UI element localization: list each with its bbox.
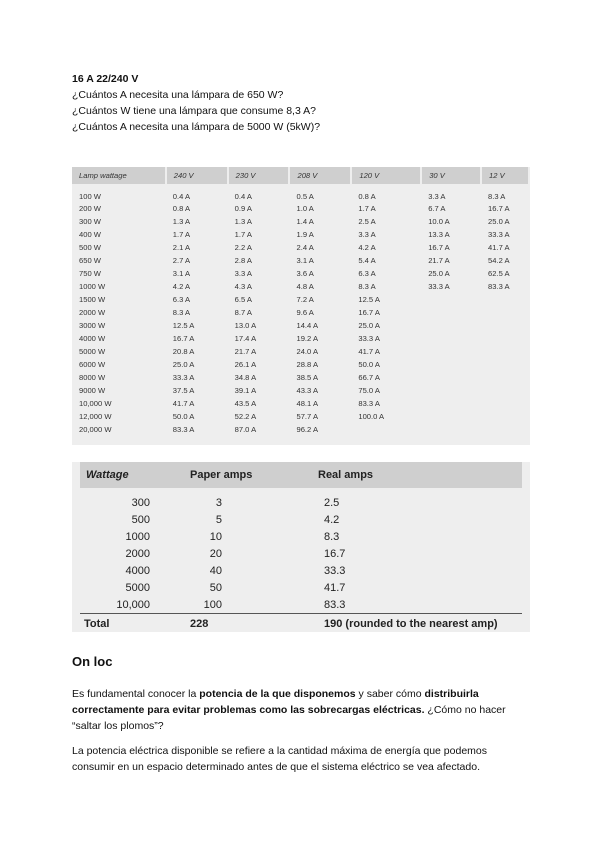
t1-table-cell: 96.2 A: [296, 425, 319, 434]
t1-table-cell: 83.3 A: [488, 282, 510, 291]
t1-table-cell: 33.3 A: [488, 230, 510, 239]
t1-table-cell: 20.8 A: [172, 347, 195, 356]
t1-table-cell: 2.7 A: [172, 256, 191, 265]
t1-table-cell: 25.0 A: [172, 360, 195, 369]
t1-table-cell: 1000 W: [79, 282, 106, 291]
t1-table-cell: [481, 410, 529, 423]
t1-table-cell: 1500 W: [79, 295, 106, 304]
t1-table-cell: 6.3 A: [172, 295, 191, 304]
header-title: 16 A 22/240 V: [72, 73, 139, 85]
t2-table-cell: 3: [215, 496, 222, 509]
t1-table-cell: 0.4 A: [234, 191, 252, 201]
t1-table-cell: 25.0 A: [488, 217, 510, 226]
t1-table-cell: 0.8 A: [358, 191, 376, 201]
t1-table-cell: 20,000 W: [79, 425, 112, 434]
t1-table-cell: [481, 371, 529, 384]
t1-table-cell: 16.7 A: [488, 204, 510, 213]
t1-table-cell: 2000 W: [79, 308, 106, 317]
t1-table-cell: [421, 410, 481, 423]
t2-table-cell: 2000: [125, 547, 150, 560]
t1-table-cell: [421, 423, 481, 436]
t1-table-cell: 41.7 A: [488, 243, 510, 252]
t2-table-cell: 2.5: [324, 496, 340, 509]
t1-table-row: [72, 254, 529, 267]
t1-table-cell: 62.5 A: [488, 269, 510, 278]
t1-table-cell: 1.7 A: [234, 230, 252, 239]
t1-table-cell: 57.7 A: [296, 412, 319, 421]
t2-table-row: [80, 596, 522, 614]
question-3: ¿Cuántos A necesita una lámpara de 5000 W (5kW)?: [72, 121, 321, 133]
t1-table-cell: 13.0 A: [234, 321, 257, 330]
t1-table-cell: 2.1 A: [172, 243, 191, 252]
t1-table-cell: 4.8 A: [296, 282, 314, 291]
question-1: ¿Cuántos A necesita una lámpara de 650 W?: [72, 89, 284, 101]
t1-table-cell: 2.5 A: [358, 217, 376, 226]
t1-table-cell: 1.4 A: [296, 217, 314, 226]
t2-header-wattage: Wattage: [80, 462, 190, 488]
t1-table-cell: 33.3 A: [172, 373, 195, 382]
t1-table-row: [72, 410, 529, 423]
t1-table-cell: 4.2 A: [358, 243, 376, 252]
t1-table-cell: 300 W: [79, 217, 101, 226]
t1-table-cell: [421, 384, 481, 397]
t2-table-cell: 5000: [125, 581, 150, 594]
t1-table-cell: 3000 W: [79, 321, 106, 330]
t1-table-cell: [481, 397, 529, 410]
p1-text-c: y saber cómo: [355, 688, 425, 700]
t1-table-cell: 75.0 A: [358, 386, 380, 395]
t1-table-cell: 37.5 A: [172, 386, 195, 395]
t1-table-cell: 16.7 A: [172, 334, 195, 343]
t1-table-cell: 16.7 A: [358, 308, 380, 317]
t1-table-cell: 9.6 A: [296, 308, 314, 317]
t1-table-cell: 1.3 A: [172, 217, 191, 226]
t1-table-cell: 41.7 A: [172, 399, 195, 408]
t1-table-cell: 500 W: [79, 243, 101, 252]
t1-table-cell: 38.5 A: [296, 373, 319, 382]
t1-table-row: [72, 371, 529, 384]
t1-table-cell: 34.8 A: [234, 373, 257, 382]
t1-table-row: [72, 293, 529, 306]
t1-table-cell: [421, 319, 481, 332]
t1-table-cell: 4000 W: [79, 334, 106, 343]
p1-bold-d: distribuirla correctamente para evitar problemas como las sobrecargas eléctricas.: [72, 688, 479, 716]
header-block: [72, 71, 320, 135]
t2-table-cell: 4.2: [324, 513, 340, 526]
paper-vs-real-amps-table: [72, 462, 530, 632]
t1-table-cell: 200 W: [79, 204, 101, 213]
t1-table-cell: 16.7 A: [428, 243, 450, 252]
t1-table-cell: 2.4 A: [296, 243, 314, 252]
t1-table-cell: 650 W: [79, 256, 101, 265]
t1-table-cell: 66.7 A: [358, 373, 380, 382]
t2-table-row: [80, 488, 522, 511]
t1-table-cell: 100.0 A: [358, 412, 385, 421]
t1-table-cell: 0.8 A: [172, 204, 191, 213]
t1-table-cell: [481, 306, 529, 319]
t1-table-cell: 12.5 A: [358, 295, 380, 304]
p1-bold-b: potencia de la que disponemos: [199, 688, 356, 700]
t1-table-row: [72, 345, 529, 358]
t1-table-cell: 8.3 A: [488, 191, 506, 201]
t2-table-cell: 33.3: [324, 564, 346, 577]
t1-table-cell: 25.0 A: [428, 269, 450, 278]
t1-table-cell: 28.8 A: [296, 360, 319, 369]
t1-table-cell: 41.7 A: [358, 347, 380, 356]
t2-table-cell: 10,000: [116, 598, 150, 611]
t1-table-cell: [421, 293, 481, 306]
t1-table-cell: [421, 358, 481, 371]
t1-table-cell: [421, 397, 481, 410]
t1-table-cell: 100 W: [79, 191, 101, 201]
t1-table-cell: 1.9 A: [296, 230, 314, 239]
t1-table-cell: 4.2 A: [172, 282, 191, 291]
t1-table-cell: 43.3 A: [296, 386, 319, 395]
t1-table-cell: 0.9 A: [234, 204, 252, 213]
lamp-amperage-table: [72, 167, 530, 445]
t2-table-cell: 1000: [125, 530, 150, 543]
t2-table-cell: 50: [209, 581, 222, 594]
t1-table-cell: 0.4 A: [172, 191, 191, 201]
t1-table-row: [72, 306, 529, 319]
t1-table-cell: 4.3 A: [234, 282, 252, 291]
t1-table-cell: 17.4 A: [234, 334, 257, 343]
t1-table-cell: [481, 358, 529, 371]
t2-table-row: [80, 528, 522, 545]
t2-table-cell: 10: [209, 530, 222, 543]
t1-table-cell: 8.7 A: [234, 308, 252, 317]
t1-header-cell: 120 V: [351, 167, 421, 184]
t2-table-cell: 4000: [125, 564, 150, 577]
t1-table-row: [72, 319, 529, 332]
t1-table-cell: [481, 423, 529, 436]
t2-table-cell: 300: [131, 496, 150, 509]
t1-table-cell: [481, 319, 529, 332]
t2-header-real-amps: Real amps: [318, 462, 522, 488]
t1-table-cell: 12.5 A: [172, 321, 195, 330]
t1-table-cell: [351, 423, 421, 436]
t1-table-row: [72, 423, 529, 436]
t1-table-cell: [421, 332, 481, 345]
t1-table-cell: 3.3 A: [358, 230, 376, 239]
t1-table-cell: 50.0 A: [172, 412, 195, 421]
t1-table-cell: 1.7 A: [172, 230, 191, 239]
question-2: ¿Cuántos W tiene una lámpara que consume 8,3 A?: [72, 105, 316, 117]
t1-table-cell: 83.3 A: [172, 425, 195, 434]
t1-table-row: [72, 384, 529, 397]
t1-table-row: [72, 241, 529, 254]
t1-table-cell: 8.3 A: [172, 308, 191, 317]
t1-table-row: [72, 215, 529, 228]
t2-table-cell: 190 (rounded to the nearest amp): [318, 614, 522, 635]
t1-table-cell: 3.3 A: [234, 269, 252, 278]
t1-table-cell: 33.3 A: [428, 282, 450, 291]
t1-table-cell: 39.1 A: [234, 386, 257, 395]
t1-table-row: [72, 184, 529, 202]
t1-table-row: [72, 267, 529, 280]
t1-table-row: [72, 280, 529, 293]
p1-text-e: ¿Cómo no hacer “saltar los plomos”?: [72, 704, 506, 732]
t1-table-cell: 26.1 A: [234, 360, 257, 369]
t2-table-cell: 41.7: [324, 581, 346, 594]
t1-table-cell: 2.2 A: [234, 243, 252, 252]
t1-table-cell: 3.1 A: [172, 269, 191, 278]
t1-table-cell: [481, 384, 529, 397]
t2-total-row: [80, 614, 522, 635]
t1-table-cell: [481, 345, 529, 358]
t2-table-cell: 500: [131, 513, 150, 526]
t1-table-cell: 9000 W: [79, 386, 106, 395]
t1-table-cell: [421, 306, 481, 319]
t1-table-cell: 33.3 A: [358, 334, 380, 343]
t2-table-cell: 5: [215, 513, 222, 526]
t1-table-cell: 7.2 A: [296, 295, 314, 304]
t1-table-cell: [421, 371, 481, 384]
t1-table-cell: 48.1 A: [296, 399, 319, 408]
t1-header-cell: Lamp wattage: [72, 167, 166, 184]
t2-table-cell: 20: [209, 547, 222, 560]
t1-table-cell: 0.5 A: [296, 191, 314, 201]
t1-table-cell: 52.2 A: [234, 412, 257, 421]
t2-table-cell: 8.3: [324, 530, 340, 543]
t1-table-cell: 8.3 A: [358, 282, 376, 291]
t1-table-cell: 43.5 A: [234, 399, 257, 408]
t1-table-cell: 8000 W: [79, 373, 106, 382]
t1-header-cell: 240 V: [166, 167, 228, 184]
t1-table-cell: 83.3 A: [358, 399, 380, 408]
t1-table-cell: 13.3 A: [428, 230, 450, 239]
t1-table-cell: 21.7 A: [234, 347, 257, 356]
t1-header-cell: 30 V: [421, 167, 481, 184]
t1-table-cell: 6.3 A: [358, 269, 376, 278]
t1-table-row: [72, 332, 529, 345]
t2-header-paper-amps: Paper amps: [190, 462, 318, 488]
p1-text-a: Es fundamental conocer la: [72, 688, 200, 700]
paragraph-2: La potencia eléctrica disponible se refiere a la cantidad máxima de energía que podemos consumir en un espacio determinado antes de que el sistema eléctrico se vea afectado.: [72, 745, 488, 773]
t2-table-cell: 40: [209, 564, 222, 577]
t1-table-cell: 5.4 A: [358, 256, 376, 265]
t1-table-cell: 87.0 A: [234, 425, 257, 434]
t1-table-row: [72, 202, 529, 215]
t2-table-cell: 100: [203, 598, 222, 611]
t2-table-cell: Total: [80, 614, 190, 635]
t1-table-row: [72, 358, 529, 371]
t1-table-cell: 6000 W: [79, 360, 106, 369]
t1-table-row: [72, 228, 529, 241]
t1-table-cell: 24.0 A: [296, 347, 319, 356]
t2-table-cell: 83.3: [324, 598, 346, 611]
t2-table-cell: 228: [190, 614, 318, 635]
t1-table-cell: [481, 332, 529, 345]
t1-table-cell: [481, 293, 529, 306]
t1-table-cell: 1.7 A: [358, 204, 376, 213]
t1-table-cell: 12,000 W: [79, 412, 112, 421]
t1-table-cell: 25.0 A: [358, 321, 380, 330]
t1-table-cell: 3.6 A: [296, 269, 314, 278]
t1-table-cell: 10.0 A: [428, 217, 450, 226]
t1-table-cell: 1.3 A: [234, 217, 252, 226]
t1-table-cell: 3.3 A: [428, 191, 446, 201]
t1-table-cell: 400 W: [79, 230, 101, 239]
t1-table-cell: 2.8 A: [234, 256, 252, 265]
t1-table-cell: 6.5 A: [234, 295, 252, 304]
t2-table-row: [80, 545, 522, 562]
t1-table-cell: 3.1 A: [296, 256, 314, 265]
t1-header-cell: 208 V: [289, 167, 351, 184]
t2-table-row: [80, 579, 522, 596]
section-heading: On loc: [72, 654, 113, 669]
t1-table-cell: 750 W: [79, 269, 101, 278]
t1-table-cell: 10,000 W: [79, 399, 112, 408]
t1-table-cell: 21.7 A: [428, 256, 450, 265]
t1-table-cell: 14.4 A: [296, 321, 319, 330]
t2-table-cell: 16.7: [324, 547, 346, 560]
t1-table-cell: 5000 W: [79, 347, 106, 356]
t1-table-cell: 54.2 A: [488, 256, 510, 265]
t1-table-cell: 1.0 A: [296, 204, 314, 213]
t1-header-cell: 230 V: [228, 167, 290, 184]
t1-table-cell: 6.7 A: [428, 204, 446, 213]
t2-table-row: [80, 562, 522, 579]
t1-table-cell: [421, 345, 481, 358]
t2-table-row: [80, 511, 522, 528]
t1-table-cell: 50.0 A: [358, 360, 380, 369]
t1-header-cell: 12 V: [481, 167, 529, 184]
t1-table-cell: 19.2 A: [296, 334, 319, 343]
paragraph-1: [72, 686, 528, 734]
t1-table-row: [72, 397, 529, 410]
